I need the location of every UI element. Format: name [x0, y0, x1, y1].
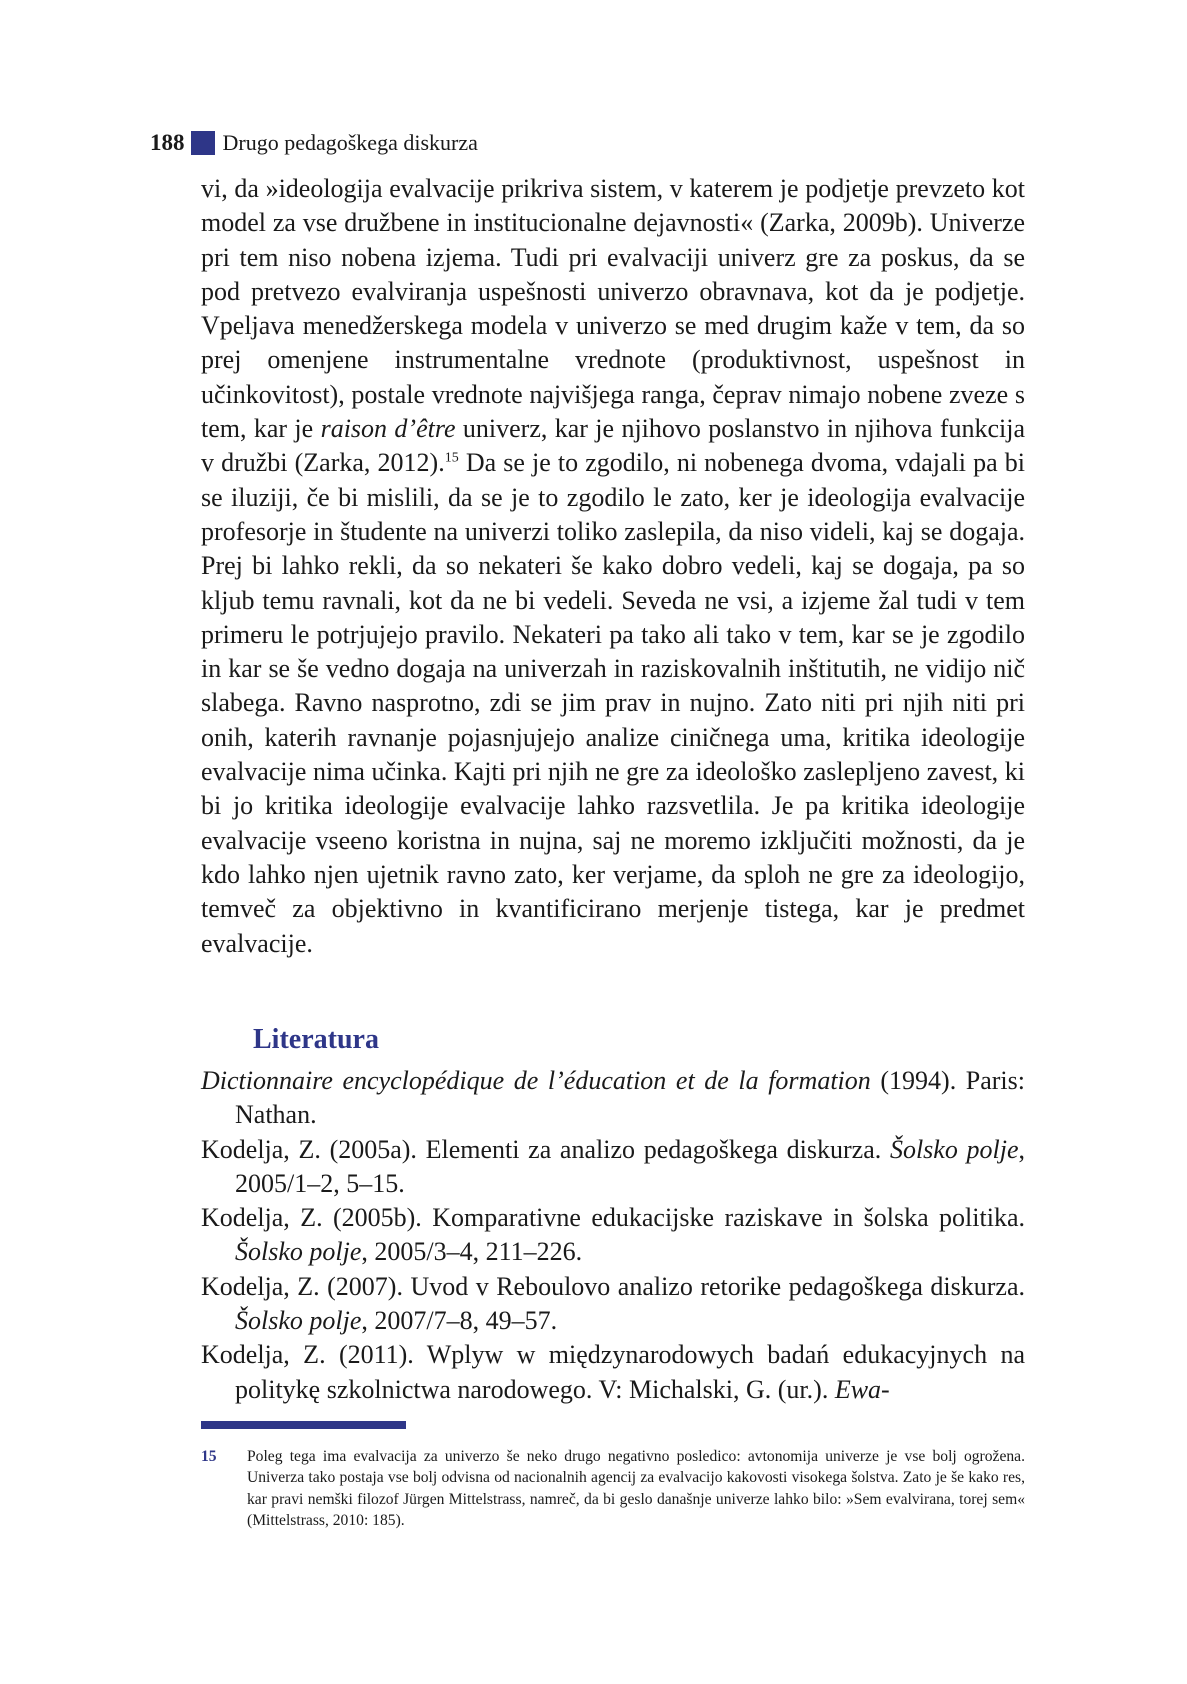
- reference-list: [201, 1064, 1025, 1407]
- reference-text: (1994). Paris: Nathan.: [235, 1066, 1026, 1130]
- reference-title: Šolsko polje: [235, 1237, 362, 1267]
- footnote-marker[interactable]: 15: [444, 450, 459, 466]
- reference-title: Dictionnaire encyclopédique de l’éducation et de la formation: [201, 1066, 871, 1095]
- reference-item: [201, 1133, 1025, 1202]
- reference-item: [201, 1338, 1025, 1407]
- reference-text: Kodelja, Z. (2005a). Elementi za analizo pedagoškega diskurza.: [201, 1134, 890, 1164]
- body-text-part: Da se je to zgodilo, ni nobenega dvoma, vdajali pa bi se iluziji, če bi mislili, da se je to zgodilo le zato, ker je ideologija evalvacije profesorje in študente na univerzi toliko zaslepila, da niso videli, kaj se dogaja. Prej bi lahko rekli, da so nekateri še kako dobro vedeli, kaj se dogaja, pa so kljub temu ravnali, kot da ne bi vedeli. Seveda ne vsi, a izjeme žal tudi v tem primeru le potrjujejo pravilo. Nekateri pa tako ali tako v tem, kar se je zgodilo in kar se še vedno dogaja na univerzah in raziskovalnih inštitutih, ne vidijo nič slabega. Ravno nasprotno, zdi se jim prav in nujno. Zato niti pri njih niti pri onih, katerih ravnanje pojasnjujejo analize ciničnega uma, kritika ideologije evalvacije nima učinka. Kajti pri njih ne gre za ideološko zaslepljeno zavest, ki bi jo kritika ideologije evalvacije lahko razsvetlila. Je pa kritika ideologije evalvacije vseeno koristna in nujna, saj ne moremo izključiti možnosti, da je kdo lahko njen ujetnik ravno zato, ker verjame, da sploh ne gre za ideologijo, temveč za objektivno in kvantificirano merjenje tistega, kar je predmet evalvacije.: [201, 448, 1026, 958]
- reference-text: Kodelja, Z. (2005b). Komparativne edukacijske raziskave in šolska politika.: [201, 1203, 1025, 1233]
- footnote-number: 15: [201, 1448, 217, 1465]
- footnote: [201, 1446, 1025, 1532]
- italic-phrase: raison d’être: [320, 414, 456, 444]
- page-header: [150, 128, 478, 158]
- reference-title: Šolsko polje: [235, 1306, 362, 1336]
- body-text-part: vi, da »ideologija evalvacije prikriva sistem, v katerem je podjetje prevzeto kot model za vse družbene in institucionalne dejavnosti« (Zarka, 2009b). Univerze pri tem niso nobena izjema. Tudi pri evalvaciji univerz gre za poskus, da se pod pretvezo evalviranja uspešnosti univerzo obravnava, kot da je podjetje. Vpeljava menedžerskega modela v univerzo se med drugim kaže v tem, da so prej omenjene instrumentalne vrednote (produktivnost, uspešnost in učinkovitost), postale vrednote najvišjega ranga, čeprav nimajo nobene zveze s tem, kar je: [201, 174, 1025, 444]
- reference-item: [201, 1201, 1025, 1270]
- body-text-part: univerz, kar je njihovo poslanstvo in njihova funkcija v družbi (Zarka, 2012).: [201, 414, 1026, 478]
- main-body-text: [201, 172, 1025, 961]
- reference-title: Ewa-: [834, 1374, 890, 1404]
- reference-item: [201, 1064, 1025, 1133]
- reference-text: Kodelja, Z. (2007). Uvod v Reboulovo analizo retorike pedagoškega diskurza.: [201, 1271, 1025, 1301]
- reference-item: [201, 1270, 1025, 1339]
- page-number: 188: [150, 130, 185, 155]
- reference-title: Šolsko polje: [889, 1134, 1019, 1164]
- header-square-marker: [191, 131, 215, 155]
- reference-text: , 2007/7–8, 49–57.: [361, 1306, 558, 1336]
- reference-text: , 2005/1–2, 5–15.: [235, 1134, 1025, 1198]
- reference-text: Kodelja, Z. (2011). Wplyw w międzynarodowych badań edukacyjnych na politykę szkolnictwa narodowego. V: Michalski, G. (ur.).: [201, 1340, 1025, 1404]
- literature-heading: Literatura: [253, 1024, 379, 1055]
- running-title: Drugo pedagoškega diskurza: [222, 130, 478, 155]
- footnote-separator-rule: [201, 1421, 406, 1429]
- reference-text: , 2005/3–4, 211–226.: [361, 1237, 583, 1267]
- footnote-text: Poleg tega ima evalvacija za univerzo še neko drugo negativno posledico: avtonomija univerze je vse bolj ogrožena. Univerza tako postaja vse bolj odvisna od nacionalnih agencij za evalvacijo kakovosti visokega šolstva. Zato je še kako res, kar pravi nemški filozof Jürgen Mittelstrass, namreč, da bi geslo današnje univerze lahko bilo: »Sem evalvirana, torej sem« (Mittelstrass, 2010: 185).: [247, 1448, 1025, 1530]
- body-paragraph: [201, 172, 1025, 961]
